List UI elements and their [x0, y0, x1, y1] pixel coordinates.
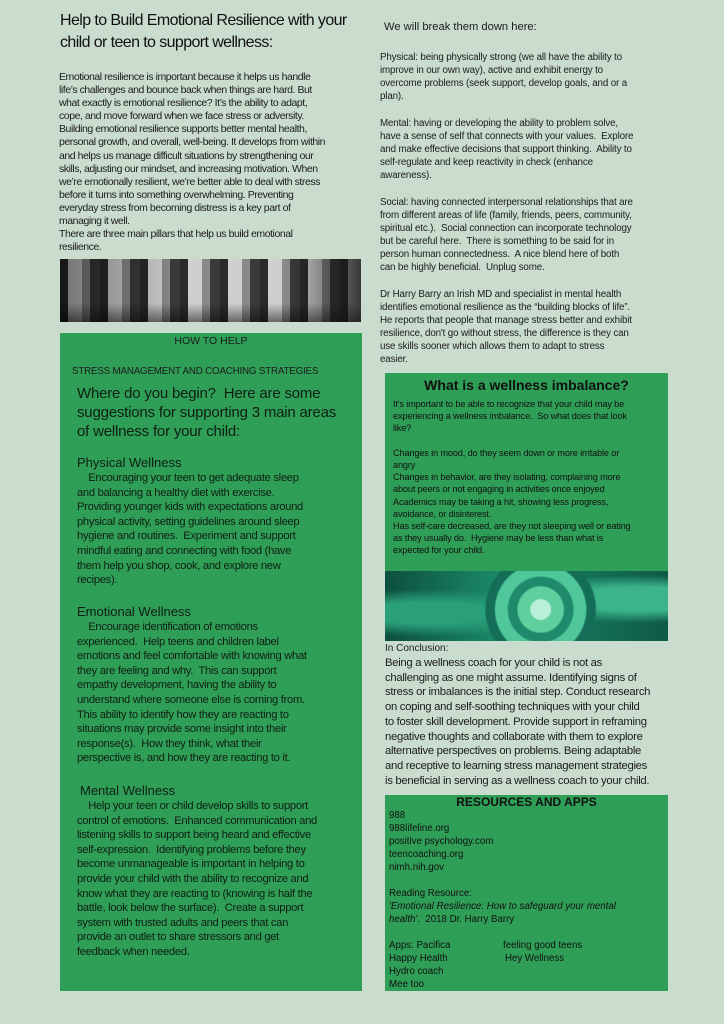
physical-wellness-body: Encouraging your teen to get adequate sleep and balancing a healthy diet with exercise. Providing younger kids with expectations around physical activity, setting guidelines around sleep hygiene and routines. Experiment and support mindful eating and connecting with food (have them help you shop, cook, and explore new recipes).: [77, 472, 303, 587]
how-to-help-heading: HOW TO HELP: [174, 335, 248, 347]
social-pillar-paragraph: Social: having connected interpersonal relationships that are from different areas of life (family, friends, peers, community, spiritual etc.). Social connection can incorporate technology but be careful here. There is something to be said for in person human connectedness. A nice blend here of both can be highly beneficial. Unplug some.: [380, 197, 633, 273]
strategies-subheading: STRESS MANAGEMENT AND COACHING STRATEGIES: [72, 366, 319, 377]
resource-link[interactable]: teencoaching.org: [389, 849, 464, 860]
harry-barry-paragraph: Dr Harry Barry an Irish MD and specialist in mental health identifies emotional resilience as the “building blocks of life”. He reports that people that manage stress better and exhibit resilience, don't go without stress, the difference is they can use skills sooner which allows them to adapt to stress easier.: [380, 289, 632, 365]
app-item: Happy Health: [389, 953, 448, 964]
succulent-image: [385, 571, 668, 641]
conclusion-label: In Conclusion:: [385, 643, 449, 654]
book-meta: . 2018 Dr. Harry Barry: [417, 914, 515, 925]
emotional-wellness-heading: Emotional Wellness: [77, 604, 191, 619]
app-item: Hey Wellness: [505, 953, 565, 964]
conclusion-body: Being a wellness coach for your child is not as challenging as one might assume. Identifying signs of stress or imbalances is the initial step. Conduct research on coping and self-soothing techniques with your child to foster skill development. Provide support in reframing negative thoughts and collaborate with them to explore alternative perspectives on problems. Being adaptable and receptive to learning stress management strategies is beneficial in serving as a wellness coach to your child.: [385, 657, 651, 787]
physical-wellness-heading: Physical Wellness: [77, 455, 182, 470]
mental-wellness-body: Help your teen or child develop skills to support control of emotions. Enhanced communication and listening skills to support being heard and effective self-expression. Identifying problems before they become unmanageable is important in helping to provide your child with the ability to recognize and know what they are reacting to (knowing is half the battle, look below the surface). Create a support system with trusted adults and peers that can provide an outlet to share stressors and get feedback when needed.: [77, 800, 317, 958]
physical-pillar-paragraph: Physical: being physically strong (we all have the ability to improve in our own way), active and exhibit energy to overcome problems (seek support, develop goals, and or a plan).: [380, 52, 628, 102]
app-item: Apps: Pacifica: [389, 940, 451, 951]
lead-text: Where do you begin? Here are some suggestions for supporting 3 main areas of wellness for your child:: [77, 385, 337, 440]
breakdown-intro: We will break them down here:: [384, 21, 537, 33]
book-title: 'Emotional Resilience: How to safeguard your mental health': [389, 901, 616, 925]
reading-resource-label: Reading Resource:: [389, 888, 472, 899]
pillars-image-shade: [60, 259, 361, 322]
mental-pillar-paragraph: Mental: having or developing the ability to problem solve, have a sense of self that connects with your values. Explore and make effective decisions that support thinking. Ability to self-regulate and keep reactivity in check (enhance awareness).: [380, 118, 634, 181]
app-item: Mee too: [389, 979, 425, 990]
resources-body: [389, 809, 667, 991]
mental-wellness-heading: Mental Wellness: [80, 783, 176, 798]
resources-title: RESOURCES AND APPS: [456, 795, 597, 809]
resource-link[interactable]: positive psychology.com: [389, 836, 494, 847]
app-item: Hydro coach: [389, 966, 444, 977]
page-title: Help to Build Emotional Resilience with your child or teen to support wellness:: [60, 12, 347, 51]
imbalance-body: It's important to be able to recognize that your child may be experiencing a wellness imbalance. So what does that look like? Changes in mood, do they seem down or more irritable or angry Changes in behavior, are they isolating, complaining more about peers or not engaging in activities once enjoyed Academics may be taking a hit, showing less progress, avoidance, or disinterest. Has self-care decreased, are they not sleeping well or eating as they usually do. Hygiene may be less than what is expected for your child.: [393, 399, 631, 556]
emotional-wellness-body: Encourage identification of emotions experienced. Help teens and children label emotions and feel comfortable with knowing what they are feeling and why. This can support empathy development, having the ability to understand where someone else is coming from. This ability to identify how they are reacting to situations may provide some insight into their response(s). How they think, what their perspective is, and how they are reacting to it.: [77, 621, 307, 765]
intro-paragraph: Emotional resilience is important because it helps us handle life’s challenges and bounce back when things are hard. But what exactly is emotional resilience? It’s the ability to adapt, cope, and move forward when we face stress or adversity. Building emotional resilience supports better mental health, personal growth, and overall, well-being. It develops from within and helps us manage difficult situations by strengthening our skills, adjusting our mindset, and increasing motivation. When we’re emotionally resilient, we’re better able to deal with stress before it turns into something overwhelming. Preventing everyday stress from becoming distress is a key part of managing it well. There are three main pillars that help us build emotional resilience.: [59, 71, 326, 254]
app-item: feeling good teens: [503, 940, 583, 951]
resource-link: 988: [389, 810, 406, 821]
resource-link[interactable]: 988lifeline.org: [389, 823, 450, 834]
imbalance-title: What is a wellness imbalance?: [424, 377, 629, 393]
resource-link[interactable]: nimh.nih.gov: [389, 862, 444, 873]
